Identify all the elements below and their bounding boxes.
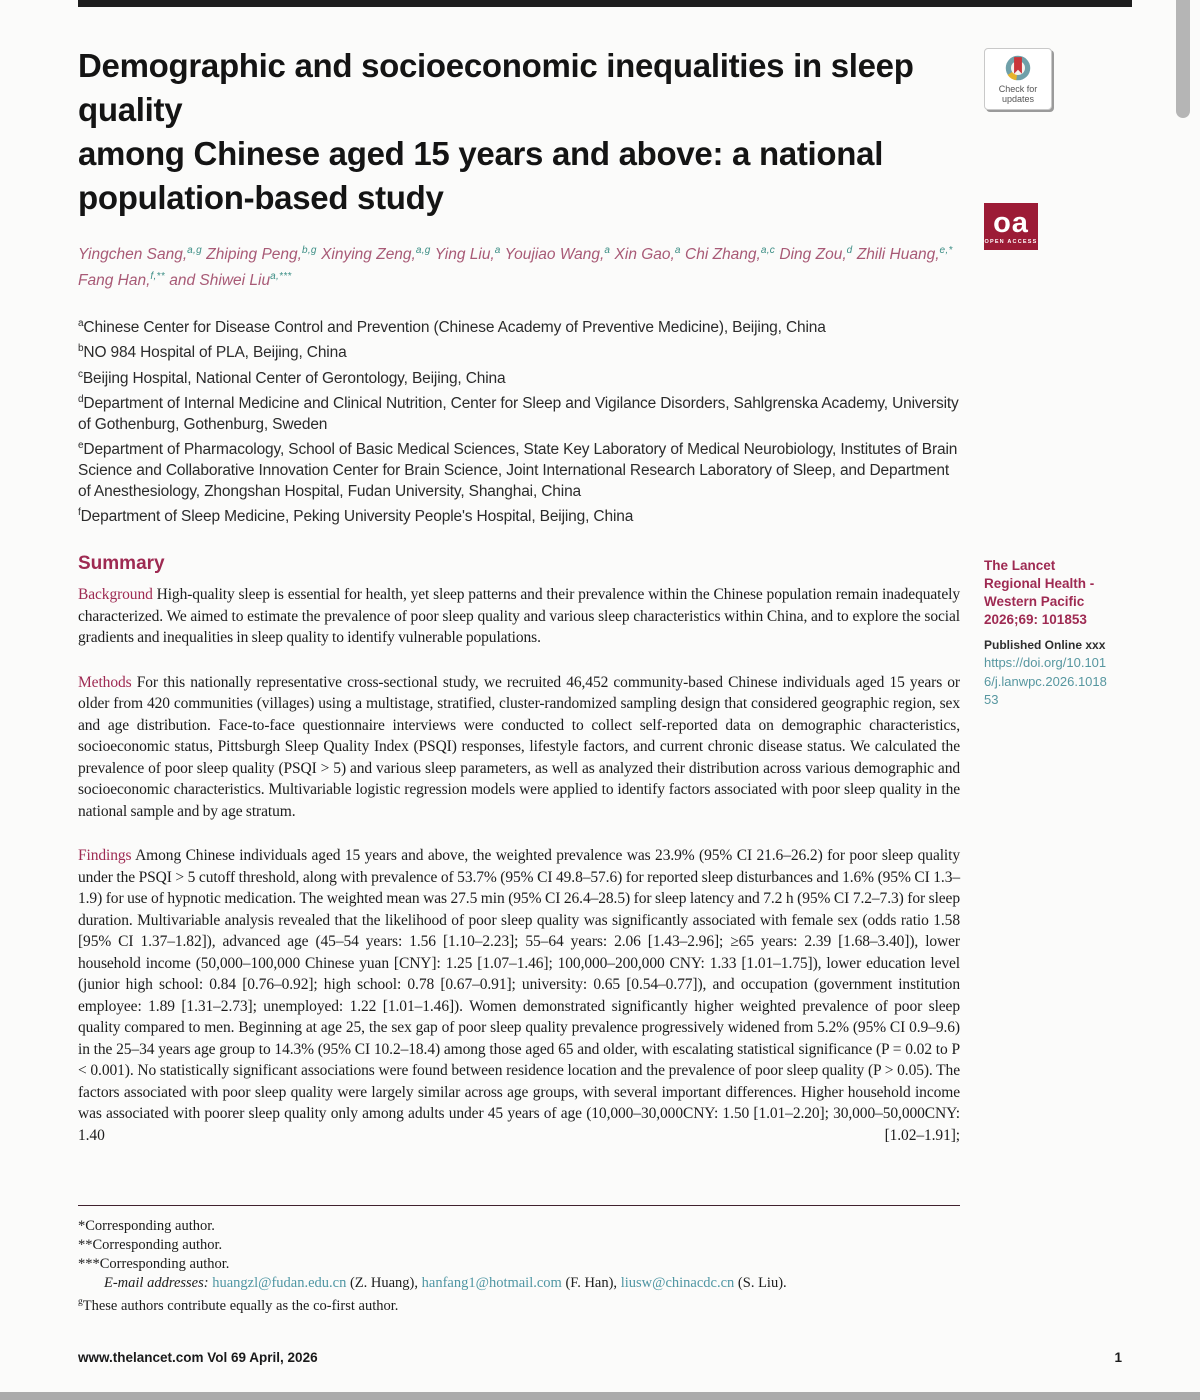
author-affiliation-superscript: a <box>494 245 501 256</box>
title-line-2: among Chinese aged 15 years and above: a national <box>78 135 884 172</box>
paragraph-label: Methods <box>78 673 137 691</box>
page-bottom-bar <box>0 1392 1200 1400</box>
email-link[interactable]: huangzl@fudan.edu.cn <box>212 1275 347 1291</box>
author-affiliation-superscript: a,*** <box>270 271 292 283</box>
email-addresses-label: E-mail addresses: <box>104 1275 213 1291</box>
open-access-label: OPEN ACCESS <box>984 238 1038 245</box>
author-affiliation-superscript: f,** <box>150 271 165 283</box>
footnote: ***Corresponding author. <box>78 1256 230 1272</box>
author-affiliation-superscript: a,g <box>187 245 202 256</box>
check-for-updates-badge[interactable] <box>984 48 1052 110</box>
affiliation-line: $^c$Beijing Hospital, National Center of Gerontology, Beijing, China <box>78 368 506 387</box>
summary-paragraphs <box>78 584 960 1146</box>
affiliation-line: $^d$Department of Internal Medicine and Clinical Nutrition, Center for Sleep and Vigilance Disorders, Sahlgrenska Academy, University of Gothenburg, Gothenburg, Sweden <box>78 393 959 433</box>
author-affiliation-superscript: a,g <box>415 245 431 256</box>
paragraph-label: Findings <box>78 847 136 865</box>
journal-citation: The Lancet Regional Health - Western Pacific 2026;69: 101853 <box>984 558 1095 628</box>
footnote: E-mail addresses: huangzl@fudan.edu.cn (Z. Huang), hanfang1@hotmail.com (F. Han), liusw@chinacdc.cn (S. Liu). <box>104 1275 787 1291</box>
page-number: 1 <box>1114 1350 1122 1365</box>
author-list: Yingchen Sang,$^{a,g}$ Zhiping Peng,$^{b,g}$ Xinying Zeng,$^{a,g}$ Ying Liu,$^a$ Youjiao Wang,$^a$ Xin Gao,$^a$ Chi Zhang,$^{a,c}$ Ding Zou,$^d$ Zhili Huang,$^{e,*}$ Fang Han,$^{f,**}$ and Shiwei Liu$^{a,***}$ <box>78 245 953 290</box>
published-online: Published Online xxx <box>984 638 1106 653</box>
summary-section <box>78 553 960 1146</box>
doi-link[interactable]: https://doi.org/10.1016/j.lanwpc.2026.101853 <box>984 655 1107 708</box>
journal-sidebar <box>984 553 1112 1146</box>
email-link[interactable]: liusw@chinacdc.cn <box>620 1275 735 1291</box>
author-affiliation-superscript: d <box>846 245 853 256</box>
author-name: Xin Gao, <box>614 246 675 264</box>
footnotes <box>78 1205 960 1316</box>
author-name: Xinying Zeng, <box>321 246 416 264</box>
affiliation-line: $^a$Chinese Center for Disease Control and Prevention (Chinese Academy of Preventive Medicine), Beijing, China <box>78 318 826 337</box>
affiliation-line: $^e$Department of Pharmacology, School of Basic Medical Sciences, State Key Laboratory of Medical Neurobiology, Institutes of Brain Science and Collaborative Innovation Center for Brain Science, Joint International Research Laboratory of Sleep, and Department of Anesthesiology, Zhongshan Hospital, Fudan University, Shanghai, China <box>78 439 958 501</box>
author-affiliation-superscript: a <box>674 245 681 256</box>
title-line-1: Demographic and socioeconomic inequalities in sleep quality <box>78 47 914 128</box>
page-footer <box>78 1350 1122 1365</box>
affiliation-line: $^b$NO 984 Hospital of PLA, Beijing, China <box>78 343 347 362</box>
author-affiliation-superscript: e,* <box>939 245 953 256</box>
author-affiliation-superscript: a <box>604 245 611 256</box>
open-access-badge <box>984 203 1038 250</box>
summary-paragraph-findings: Findings Among Chinese individuals aged 15 years and above, the weighted prevalence was 23.9% (95% CI 21.6–26.2) for poor sleep quality under the PSQI > 5 cutoff threshold, along with prevalence of 53.7% (95% CI 49.8–57.6) for reported sleep disturbances and 1.6% (95% CI 1.3–1.9) for use of hypnotic medication. The weighted mean was 27.5 min (95% CI 26.4–28.5) for sleep latency and 7.2 h (95% CI 7.2–7.3) for sleep duration. Multivariable analysis revealed that the likelihood of poor sleep quality was significantly associated with female sex (odds ratio 1.58 [95% CI 1.37–1.82]), advanced age (45–54 years: 1.56 [1.10–2.23]; 55–64 years: 2.06 [1.43–2.96]; ≥65 years: 2.39 [1.68–3.40]), lower household income (50,000–100,000 Chinese yuan [CNY]: 1.25 [1.07–1.46]; 100,000–200,000 CNY: 1.33 [1.01–1.75]), lower education level (junior high school: 0.84 [0.76–0.92]; high school: 0.78 [0.67–0.91]; university: 0.65 [0.54–0.77]), and occupation (government institution employee: 1.89 [1.31–2.73]; unemployed: 1.22 [1.01–1.46]). Women demonstrated significantly higher weighted prevalence of poor sleep quality compared to men. Beginning at age 25, the sex gap of poor sleep quality prevalence progressively widened from 5.2% (95% CI 0.9–9.6) in the 25–34 years age group to 14.3% (95% CI 10.2–18.4) among those aged 65 and older, with escalating statistical significance (P = 0.02 to P < 0.001). No statistically significant associations were found between residence location and the prevalence of poor sleep quality (P > 0.05). The factors associated with poor sleep quality were largely similar across age groups, with several important differences. Higher household income was associated with poorer sleep quality only among adults under 45 years of age (10,000–30,000CNY: 1.50 [1.01–2.20]; 30,000–50,000CNY: 1.40 [1.02–1.91]; <box>78 847 960 1144</box>
check-for-updates-label: Check for updates <box>998 84 1038 104</box>
footnote: $^g$These authors contribute equally as the co-first author. <box>78 1297 399 1314</box>
article-title <box>78 44 963 220</box>
affiliations <box>78 313 962 527</box>
author-name: Ding Zou, <box>779 246 847 264</box>
author-name: Zhili Huang, <box>856 246 940 264</box>
author-name: Shiwei Liu <box>199 272 271 290</box>
journal-volume-footer: www.thelancet.com Vol 69 April, 2026 <box>78 1350 318 1365</box>
crossmark-icon <box>1004 54 1032 82</box>
author-affiliation-superscript: a,c <box>760 245 776 256</box>
email-link[interactable]: hanfang1@hotmail.com <box>421 1275 562 1291</box>
author-name: Youjiao Wang, <box>504 246 605 264</box>
summary-paragraph-background: Background High-quality sleep is essential for health, yet sleep patterns and their prevalence within the Chinese population remain inadequately characterized. We aimed to estimate the prevalence of poor sleep quality and various sleep characteristics within China, and to explore the social gradients and inequalities in sleep quality to identify vulnerable populations. <box>78 586 960 647</box>
affiliation-line: $^f$Department of Sleep Medicine, Peking University People's Hospital, Beijing, China <box>78 507 634 526</box>
footnote: *Corresponding author. <box>78 1218 215 1234</box>
author-name: Fang Han, <box>78 272 151 290</box>
author-name: Ying Liu, <box>434 246 495 264</box>
footnote: **Corresponding author. <box>78 1237 223 1253</box>
author-name: Zhiping Peng, <box>206 246 302 264</box>
author-name: Chi Zhang, <box>685 246 761 264</box>
summary-paragraph-methods: Methods For this nationally representative cross-sectional study, we recruited 46,452 community-based Chinese individuals aged 15 years or older from 420 communities (villages) using a multistage, stratified, cluster-randomized sampling design that considered geographic region, sex and age distribution. Face-to-face questionnaire interviews were conducted to collect self-reported data on demographic characteristics, socioeconomic status, Pittsburgh Sleep Quality Index (PSQI) responses, lifestyle factors, and current chronic disease status. We calculated the prevalence of poor sleep quality (PSQI > 5) and various sleep parameters, as well as analyzed their distribution across various demographic and socioeconomic characteristics. Multivariable logistic regression models were applied to identify factors associated with poor sleep quality in the national sample and by age stratum. <box>78 673 960 820</box>
author-affiliation-superscript: b,g <box>301 245 317 256</box>
paragraph-label: Background <box>78 586 157 604</box>
title-line-3: population-based study <box>78 179 444 216</box>
author-name: Yingchen Sang, <box>78 246 188 264</box>
summary-heading: Summary <box>78 553 165 575</box>
open-access-oa-icon: oa <box>993 206 1029 239</box>
